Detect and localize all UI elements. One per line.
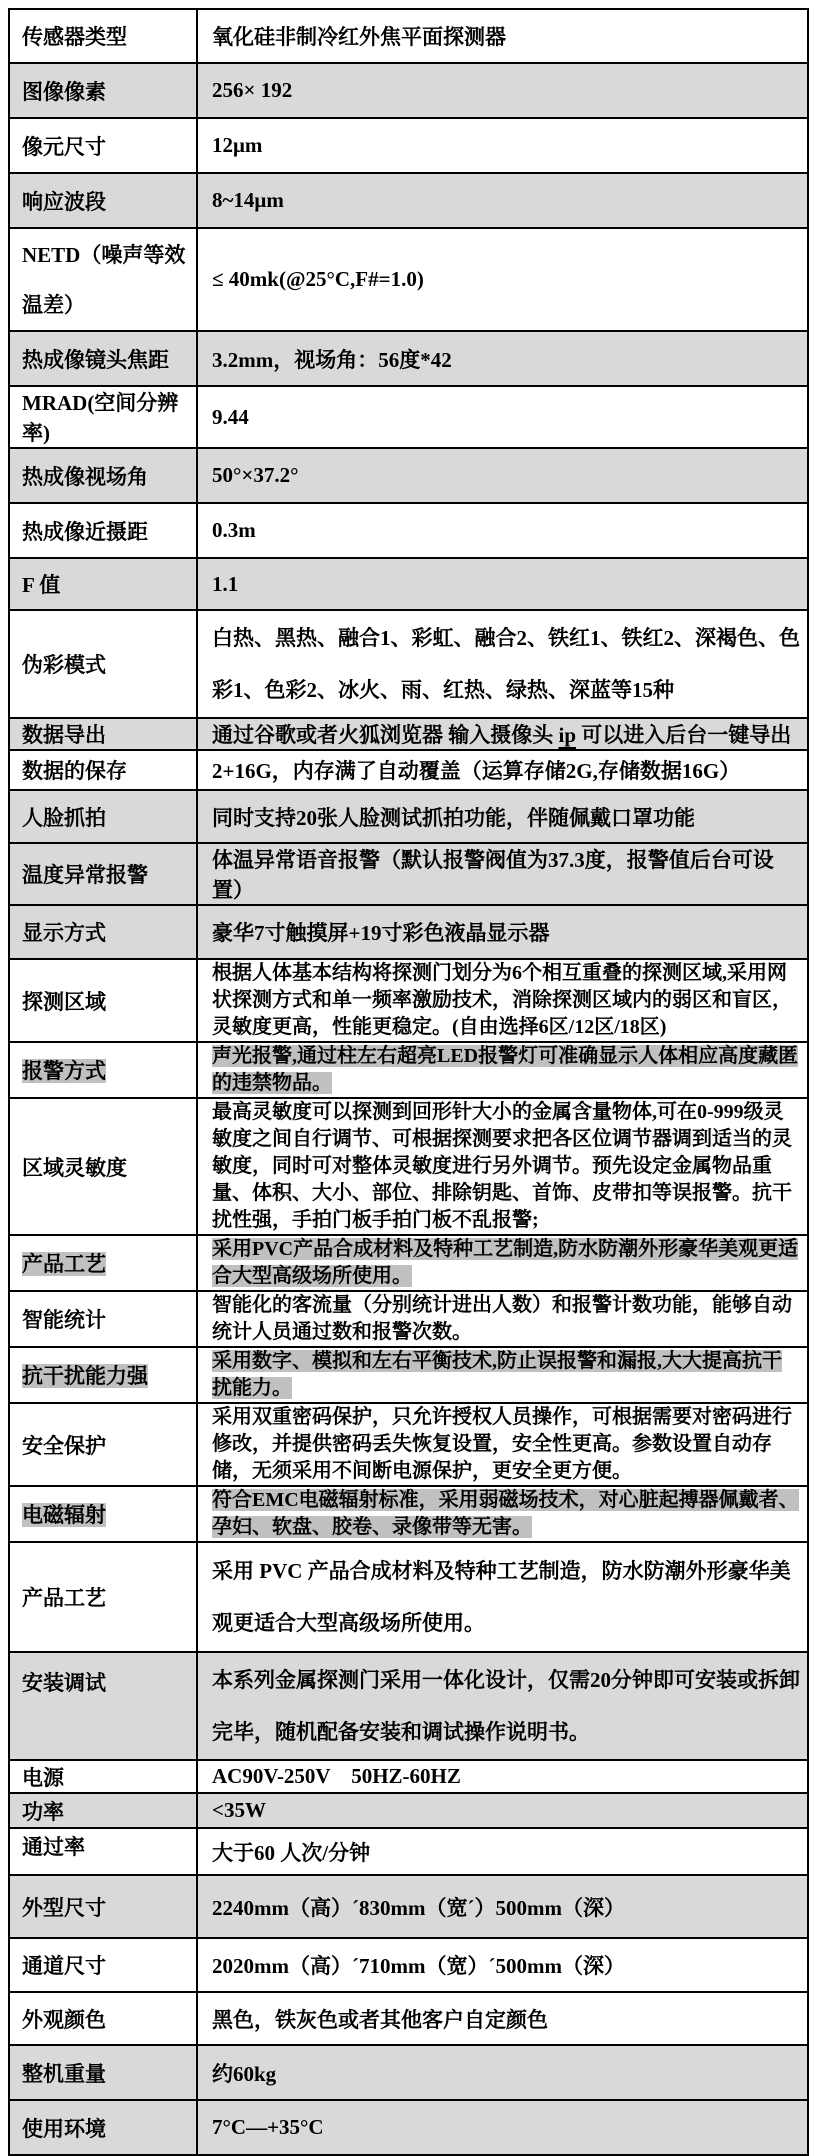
row-label: 报警方式 bbox=[9, 1042, 197, 1098]
row-value: 采用数字、模拟和左右平衡技术,防止误报警和漏报,大大提高抗干扰能力。 bbox=[197, 1347, 808, 1403]
row-label: 电磁辐射 bbox=[9, 1486, 197, 1542]
table-row bbox=[9, 63, 808, 118]
row-label: 热成像视场角 bbox=[9, 448, 197, 503]
table-row bbox=[9, 386, 808, 448]
row-value: 白热、黑热、融合1、彩虹、融合2、铁红1、铁红2、深褐色、色彩1、色彩2、冰火、雨、红热、绿热、深蓝等15种 bbox=[197, 610, 808, 718]
row-value: AC90V-250V 50HZ-60HZ bbox=[197, 1760, 808, 1793]
row-label: 抗干扰能力强 bbox=[9, 1347, 197, 1403]
row-label: 通过率 bbox=[9, 1828, 197, 1875]
table-row bbox=[9, 1403, 808, 1486]
row-label: 整机重量 bbox=[9, 2045, 197, 2100]
row-value: 本系列金属探测门采用一体化设计，仅需20分钟即可安装或拆卸完毕，随机配备安装和调试操作说明书。 bbox=[197, 1652, 808, 1760]
table-row bbox=[9, 9, 808, 63]
table-row bbox=[9, 1291, 808, 1347]
row-label: 数据的保存 bbox=[9, 750, 197, 790]
table-row bbox=[9, 843, 808, 905]
row-value: 2240mm（高）´830mm（宽´）500mm（深） bbox=[197, 1875, 808, 1938]
row-label: 温度异常报警 bbox=[9, 843, 197, 905]
table-row bbox=[9, 118, 808, 173]
row-value: 通过谷歌或者火狐浏览器 输入摄像头 ip 可以进入后台一键导出 bbox=[197, 718, 808, 750]
row-label: 功率 bbox=[9, 1793, 197, 1828]
row-value: 2+16G，内存满了自动覆盖（运算存储2G,存储数据16G） bbox=[197, 750, 808, 790]
table-row bbox=[9, 1235, 808, 1291]
row-label: 智能统计 bbox=[9, 1291, 197, 1347]
row-label: 产品工艺 bbox=[9, 1542, 197, 1652]
row-value: 同时支持20张人脸测试抓拍功能，伴随佩戴口罩功能 bbox=[197, 790, 808, 843]
table-row bbox=[9, 1875, 808, 1938]
row-value: 12μm bbox=[197, 118, 808, 173]
row-label: 外型尺寸 bbox=[9, 1875, 197, 1938]
table-row bbox=[9, 905, 808, 959]
table-row bbox=[9, 1992, 808, 2045]
row-value: 50°×37.2° bbox=[197, 448, 808, 503]
row-label: 安装调试 bbox=[9, 1652, 197, 1760]
row-label: 热成像镜头焦距 bbox=[9, 331, 197, 386]
row-value: 黑色，铁灰色或者其他客户自定颜色 bbox=[197, 1992, 808, 2045]
row-value: 1.1 bbox=[197, 558, 808, 610]
table-row bbox=[9, 1793, 808, 1828]
row-label: 探测区域 bbox=[9, 959, 197, 1042]
table-row bbox=[9, 503, 808, 558]
table-row bbox=[9, 331, 808, 386]
row-label: MRAD(空间分辨率) bbox=[9, 386, 197, 448]
row-label: 伪彩模式 bbox=[9, 610, 197, 718]
row-value: 体温异常语音报警（默认报警阀值为37.3度，报警值后台可设置） bbox=[197, 843, 808, 905]
row-label: NETD（噪声等效温差） bbox=[9, 228, 197, 331]
row-value: 0.3m bbox=[197, 503, 808, 558]
table-row bbox=[9, 1042, 808, 1098]
row-value: 256× 192 bbox=[197, 63, 808, 118]
row-value: 符合EMC电磁辐射标准，采用弱磁场技术，对心脏起搏器佩戴者、孕妇、软盘、胶卷、录像带等无害。 bbox=[197, 1486, 808, 1542]
table-row bbox=[9, 1938, 808, 1992]
row-label: 人脸抓拍 bbox=[9, 790, 197, 843]
table-row bbox=[9, 2100, 808, 2155]
table-row bbox=[9, 173, 808, 228]
row-label: F 值 bbox=[9, 558, 197, 610]
spec-table bbox=[8, 8, 809, 2156]
row-value: 7°C—+35°C bbox=[197, 2100, 808, 2155]
table-row bbox=[9, 750, 808, 790]
table-row bbox=[9, 1098, 808, 1235]
table-row bbox=[9, 1347, 808, 1403]
table-row bbox=[9, 558, 808, 610]
row-label: 使用环境 bbox=[9, 2100, 197, 2155]
row-label: 热成像近摄距 bbox=[9, 503, 197, 558]
row-value: 8~14μm bbox=[197, 173, 808, 228]
row-label: 像元尺寸 bbox=[9, 118, 197, 173]
table-row bbox=[9, 790, 808, 843]
table-row bbox=[9, 718, 808, 750]
table-row bbox=[9, 610, 808, 718]
row-label: 显示方式 bbox=[9, 905, 197, 959]
row-label: 安全保护 bbox=[9, 1403, 197, 1486]
table-row bbox=[9, 228, 808, 331]
row-value: 智能化的客流量（分别统计进出人数）和报警计数功能，能够自动统计人员通过数和报警次数。 bbox=[197, 1291, 808, 1347]
row-label: 产品工艺 bbox=[9, 1235, 197, 1291]
row-value: 根据人体基本结构将探测门划分为6个相互重叠的探测区域,采用网状探测方式和单一频率激励技术，消除探测区域内的弱区和盲区，灵敏度更高，性能更稳定。(自由选择6区/12区/18区) bbox=[197, 959, 808, 1042]
row-label: 图像像素 bbox=[9, 63, 197, 118]
row-label: 电源 bbox=[9, 1760, 197, 1793]
row-value: 采用双重密码保护，只允许授权人员操作，可根据需要对密码进行修改，并提供密码丢失恢复设置，安全性更高。参数设置自动存储，无须采用不间断电源保护，更安全更方便。 bbox=[197, 1403, 808, 1486]
table-row bbox=[9, 1652, 808, 1760]
table-row bbox=[9, 1542, 808, 1652]
row-value: 9.44 bbox=[197, 386, 808, 448]
row-label: 传感器类型 bbox=[9, 9, 197, 63]
row-label: 外观颜色 bbox=[9, 1992, 197, 2045]
row-value: 大于60 人次/分钟 bbox=[197, 1828, 808, 1875]
row-value: 豪华7寸触摸屏+19寸彩色液晶显示器 bbox=[197, 905, 808, 959]
row-label: 响应波段 bbox=[9, 173, 197, 228]
row-value: 3.2mm，视场角：56度*42 bbox=[197, 331, 808, 386]
table-row bbox=[9, 1828, 808, 1875]
row-value: 2020mm（高）´710mm（宽）´500mm（深） bbox=[197, 1938, 808, 1992]
row-value: 氧化硅非制冷红外焦平面探测器 bbox=[197, 9, 808, 63]
row-value: 约60kg bbox=[197, 2045, 808, 2100]
row-value: <35W bbox=[197, 1793, 808, 1828]
row-label: 区域灵敏度 bbox=[9, 1098, 197, 1235]
table-row bbox=[9, 1760, 808, 1793]
table-row bbox=[9, 959, 808, 1042]
row-value: 采用PVC产品合成材料及特种工艺制造,防水防潮外形豪华美观更适合大型高级场所使用。 bbox=[197, 1235, 808, 1291]
row-label: 数据导出 bbox=[9, 718, 197, 750]
row-label: 通道尺寸 bbox=[9, 1938, 197, 1992]
row-value: 采用 PVC 产品合成材料及特种工艺制造，防水防潮外形豪华美观更适合大型高级场所使用。 bbox=[197, 1542, 808, 1652]
table-row bbox=[9, 1486, 808, 1542]
table-row bbox=[9, 2045, 808, 2100]
row-value: 最高灵敏度可以探测到回形针大小的金属含量物体,可在0-999级灵敏度之间自行调节、可根据探测要求把各区位调节器调到适当的灵敏度，同时可对整体灵敏度进行另外调节。预先设定金属物品重量、体积、大小、部位、排除钥匙、首饰、皮带扣等误报警。抗干扰性强，手拍门板手拍门板不乱报警; bbox=[197, 1098, 808, 1235]
row-value: 声光报警,通过柱左右超亮LED报警灯可准确显示人体相应高度藏匿的违禁物品。 bbox=[197, 1042, 808, 1098]
spellcheck-underline: ip bbox=[558, 723, 577, 747]
table-row bbox=[9, 448, 808, 503]
row-value: ≤ 40mk(@25°C,F#=1.0) bbox=[197, 228, 808, 331]
